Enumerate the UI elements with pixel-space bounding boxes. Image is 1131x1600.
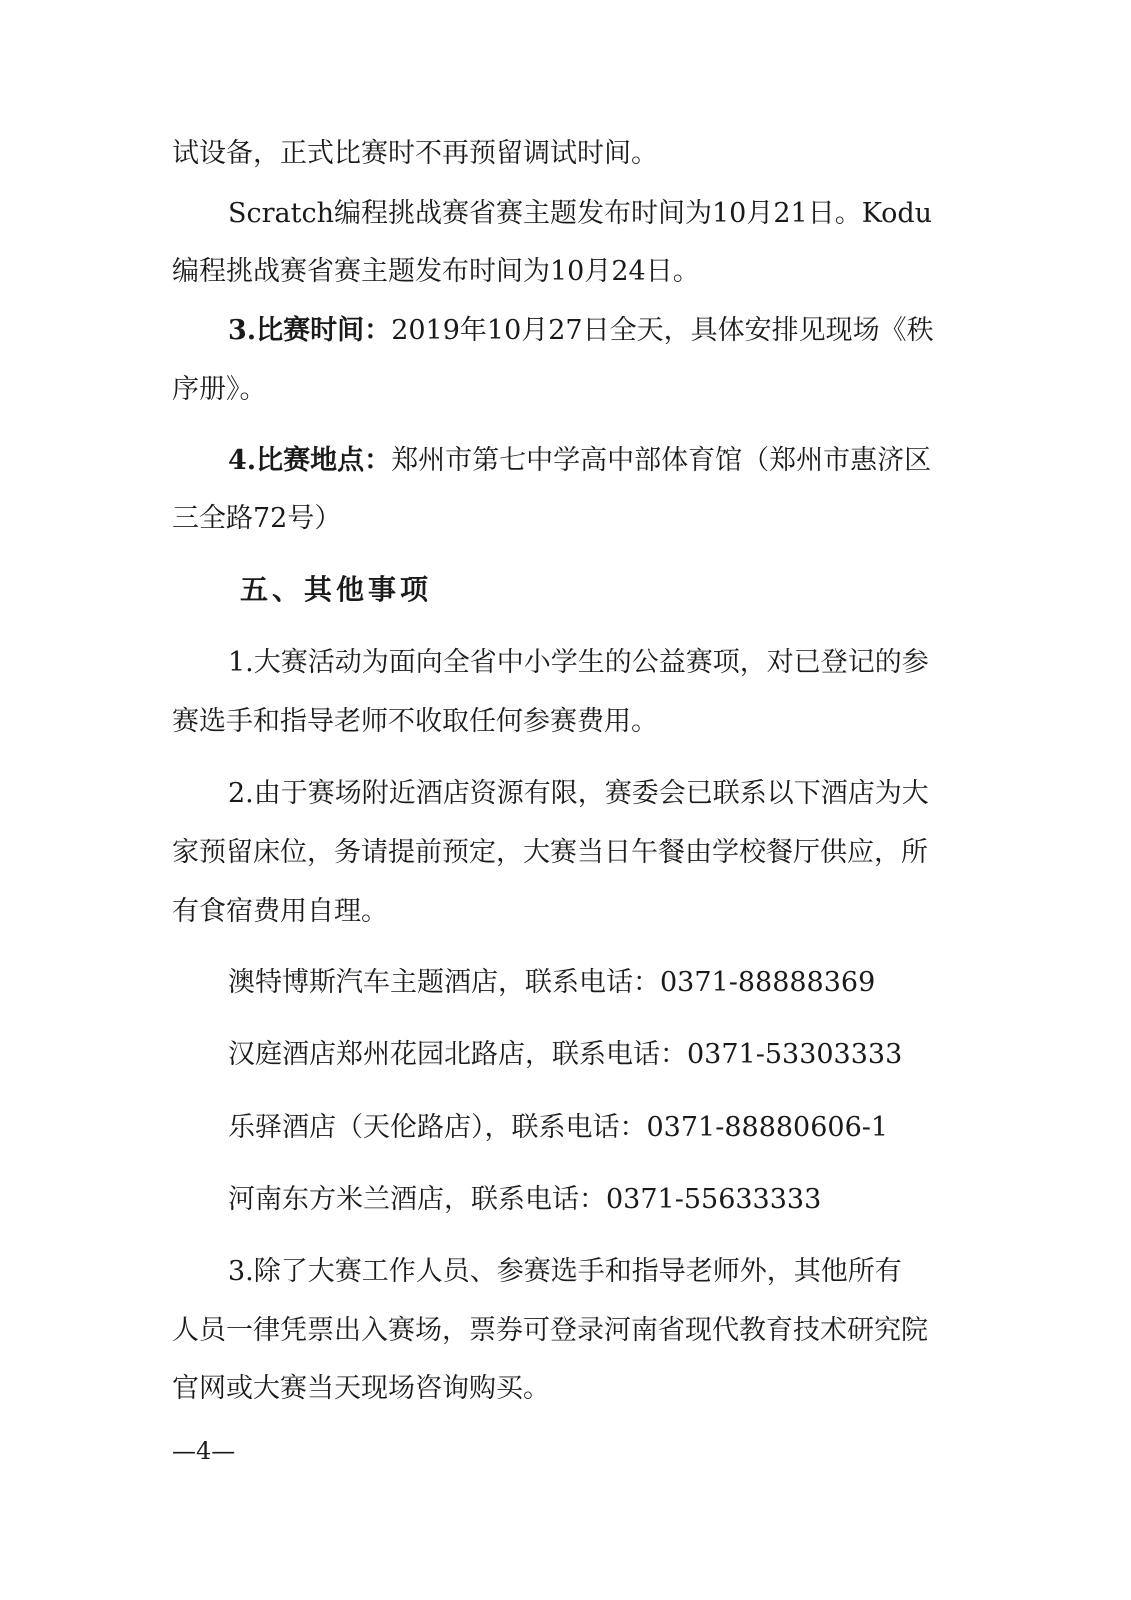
paragraph-line bbox=[228, 311, 1018, 351]
paragraph-line bbox=[228, 441, 1018, 481]
paragraph-line: Scratch编程挑战赛省赛主题发布时间为10月21日。Kodu bbox=[228, 198, 933, 229]
page-number: —4— bbox=[172, 1437, 236, 1465]
paragraph-line: 1.大赛活动为面向全省中小学生的公益赛项，对已登记的参 bbox=[228, 647, 929, 678]
hotel-line: 乐驿酒店（天伦路店），联系电话：0371-88880606-1 bbox=[228, 1112, 889, 1143]
item-label: 3.比赛时间： bbox=[228, 315, 392, 346]
section-heading: 五、其他事项 bbox=[240, 573, 433, 606]
item-text: 郑州市第七中学高中部体育馆（郑州市惠济区 bbox=[391, 445, 932, 476]
paragraph-line: 编程挑战赛省赛主题发布时间为10月24日。 bbox=[172, 256, 700, 287]
paragraph-line: 试设备，正式比赛时不再预留调试时间。 bbox=[172, 138, 658, 169]
paragraph-line: 三全路72号） bbox=[172, 503, 342, 534]
hotel-line: 河南东方米兰酒店，联系电话：0371-55633333 bbox=[228, 1184, 822, 1215]
item-label: 4.比赛地点： bbox=[228, 445, 392, 476]
paragraph-line: 3.除了大赛工作人员、参赛选手和指导老师外，其他所有 bbox=[228, 1256, 902, 1287]
paragraph-line: 家预留床位，务请提前预定，大赛当日午餐由学校餐厅供应，所 bbox=[172, 837, 928, 868]
paragraph-line: 赛选手和指导老师不收取任何参赛费用。 bbox=[172, 706, 658, 737]
hotel-line: 澳特博斯汽车主题酒店，联系电话：0371-88888369 bbox=[228, 967, 876, 998]
paragraph-line: 官网或大赛当天现场咨询购买。 bbox=[172, 1373, 550, 1404]
paragraph-line: 有食宿费用自理。 bbox=[172, 896, 388, 927]
item-text: 2019年10月27日全天，具体安排见现场《秩 bbox=[391, 315, 934, 346]
paragraph-line: 序册》。 bbox=[172, 374, 267, 405]
hotel-line: 汉庭酒店郑州花园北路店，联系电话：0371-53303333 bbox=[228, 1039, 903, 1070]
paragraph-line: 2.由于赛场附近酒店资源有限，赛委会已联系以下酒店为大 bbox=[228, 778, 929, 809]
paragraph-line: 人员一律凭票出入赛场，票券可登录河南省现代教育技术研究院 bbox=[172, 1315, 928, 1346]
